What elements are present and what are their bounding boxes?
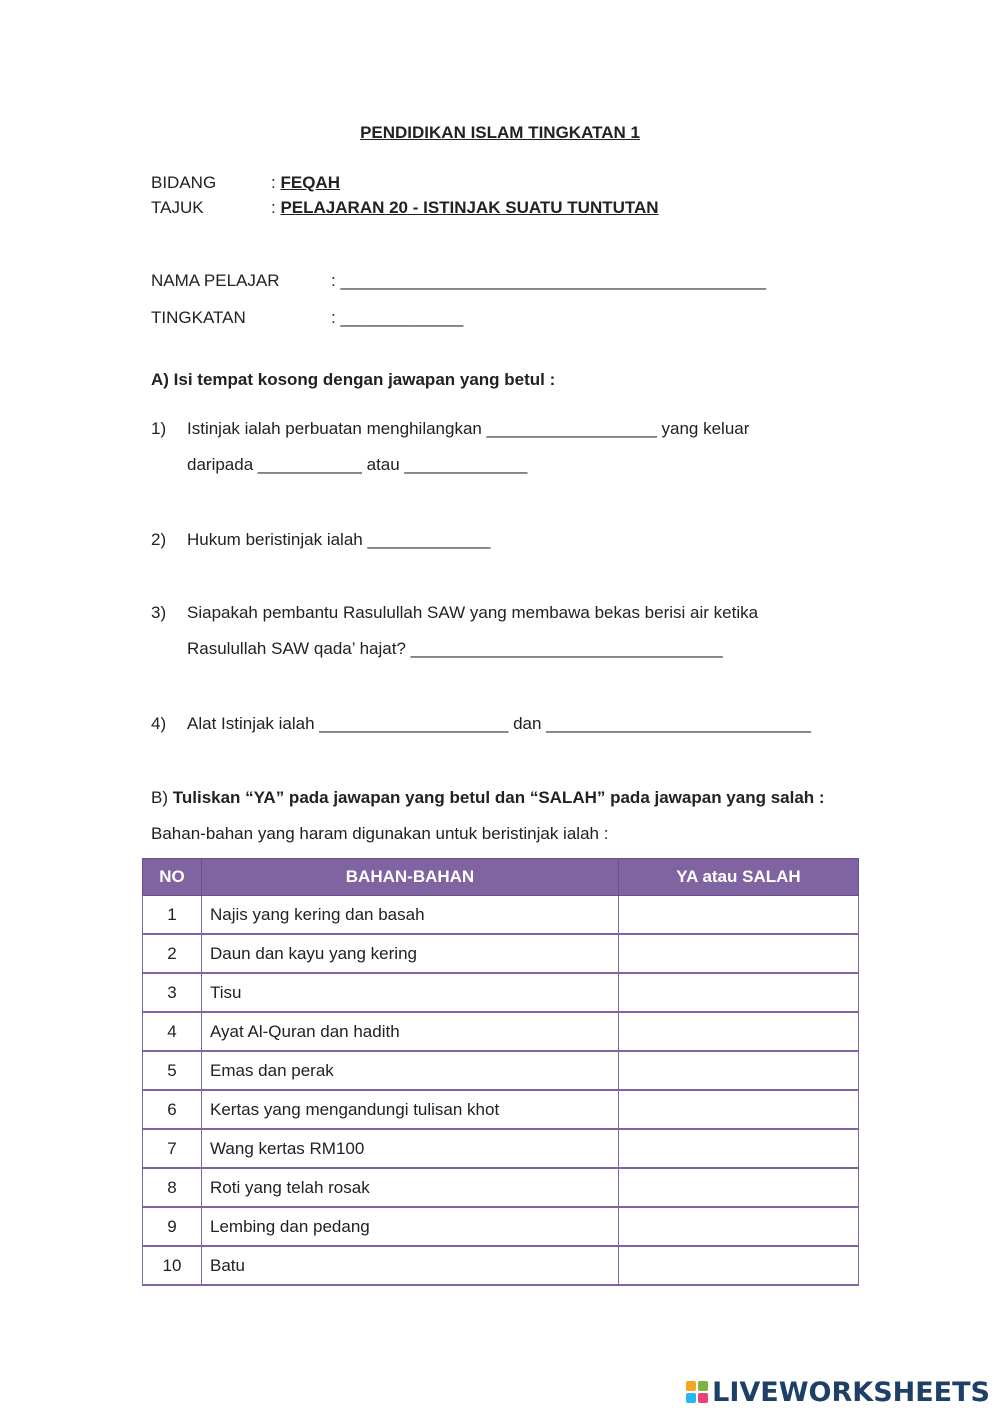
student-name-field[interactable]: : _____________________________________________ [331,271,766,290]
form-field[interactable]: : _____________ [331,308,464,327]
row-number: 5 [143,1051,202,1090]
tajuk-value: PELAJARAN 20 - ISTINJAK SUATU TUNTUTAN [280,198,659,217]
row-item: Daun dan kayu yang kering [202,934,619,973]
column-header-answer: YA atau SALAH [619,859,859,896]
question-3-line-1: Siapakah pembantu Rasulullah SAW yang membawa bekas berisi air ketika [187,603,759,622]
column-header-materials: BAHAN-BAHAN [202,859,619,896]
row-item: Ayat Al-Quran dan hadith [202,1012,619,1051]
row-number: 3 [143,973,202,1012]
answer-cell[interactable] [619,934,859,973]
liveworksheets-logo [686,1374,990,1410]
bidang-value-row [271,173,340,193]
row-number: 7 [143,1129,202,1168]
table-row [143,1090,859,1129]
answer-cell[interactable] [619,1051,859,1090]
liveworksheets-logo-icon [686,1381,708,1403]
row-number: 2 [143,934,202,973]
column-header-no: NO [143,859,202,896]
section-a-heading: A) Isi tempat kosong dengan jawapan yang betul : [151,370,556,389]
question-4-line-1[interactable]: Alat Istinjak ialah ____________________ dan ____________________________ [187,714,811,733]
answer-cell[interactable] [619,1207,859,1246]
logo-square-1 [686,1381,696,1391]
row-number: 9 [143,1207,202,1246]
table-row [143,1129,859,1168]
row-item: Batu [202,1246,619,1285]
section-b-instruction: Tuliskan “YA” pada jawapan yang betul dan “SALAH” pada jawapan yang salah : [172,788,825,807]
row-number: 8 [143,1168,202,1207]
tajuk-label: TAJUK [151,198,204,217]
row-item: Najis yang kering dan basah [202,896,619,935]
answer-cell[interactable] [619,1246,859,1285]
bidang-value: FEQAH [280,173,340,192]
row-item: Roti yang telah rosak [202,1168,619,1207]
page-title: PENDIDIKAN ISLAM TINGKATAN 1 [360,123,640,142]
bidang-label: BIDANG [151,173,217,192]
answer-cell[interactable] [619,973,859,1012]
row-item: Wang kertas RM100 [202,1129,619,1168]
section-b-heading [151,788,825,808]
materials-table [142,858,859,1286]
row-item: Emas dan perak [202,1051,619,1090]
row-number: 1 [143,896,202,935]
logo-square-3 [686,1393,696,1403]
section-b-intro: Bahan-bahan yang haram digunakan untuk beristinjak ialah : [151,824,609,843]
logo-square-4 [698,1393,708,1403]
student-name-label: NAMA PELAJAR [151,271,280,290]
table-row [143,934,859,973]
answer-cell[interactable] [619,1168,859,1207]
question-3-number: 3) [151,603,167,622]
logo-square-2 [698,1381,708,1391]
table-row [143,1207,859,1246]
question-1-line-1[interactable]: Istinjak ialah perbuatan menghilangkan __________________ yang keluar [187,419,750,438]
row-number: 6 [143,1090,202,1129]
answer-cell[interactable] [619,896,859,935]
question-1-number: 1) [151,419,167,438]
table-row [143,1051,859,1090]
row-number: 4 [143,1012,202,1051]
question-2-line-1[interactable]: Hukum beristinjak ialah _____________ [187,530,491,549]
answer-cell[interactable] [619,1090,859,1129]
question-3-line-2[interactable]: Rasulullah SAW qada’ hajat? _________________________________ [187,639,723,658]
colon: : [271,173,276,192]
row-item: Tisu [202,973,619,1012]
row-item: Kertas yang mengandungi tulisan khot [202,1090,619,1129]
table-header-row [143,859,859,896]
table-row [143,896,859,935]
table-row [143,1168,859,1207]
answer-cell[interactable] [619,1012,859,1051]
row-number: 10 [143,1246,202,1285]
answer-cell[interactable] [619,1129,859,1168]
colon: : [271,198,276,217]
tajuk-value-row [271,198,659,218]
logo-text: LIVEWORKSHEETS [712,1376,990,1408]
table-row [143,973,859,1012]
question-4-number: 4) [151,714,167,733]
question-2-number: 2) [151,530,167,549]
question-1-line-2[interactable]: daripada ___________ atau _____________ [187,455,528,474]
form-label: TINGKATAN [151,308,246,327]
row-item: Lembing dan pedang [202,1207,619,1246]
table-row [143,1246,859,1285]
section-b-prefix: B) [151,788,168,807]
table-row [143,1012,859,1051]
